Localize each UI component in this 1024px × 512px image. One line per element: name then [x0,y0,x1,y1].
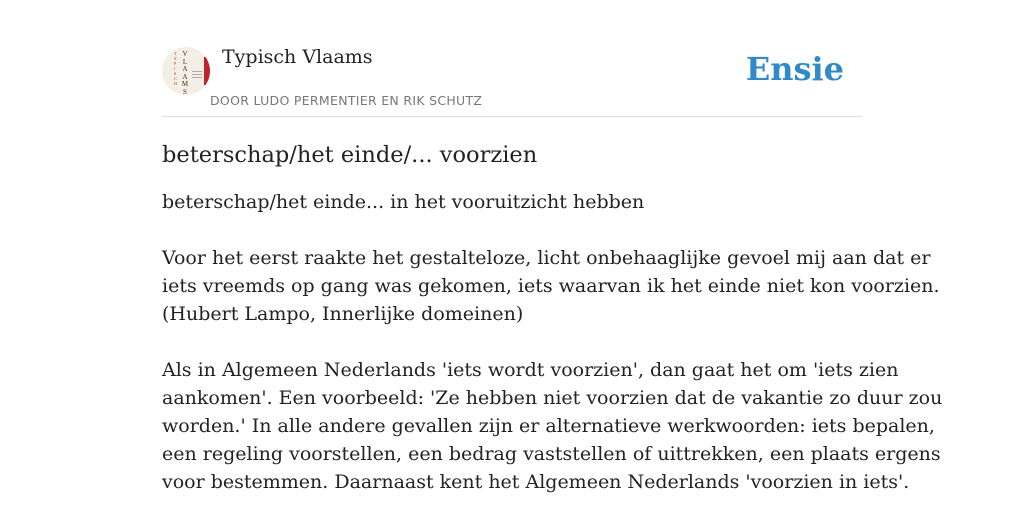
book-title[interactable]: Typisch Vlaams [222,46,373,68]
book-cover-thumbnail[interactable] [162,47,210,95]
book-authors: DOOR LUDO PERMENTIER EN RIK SCHUTZ [210,93,483,108]
cover-letters: V L A A M S [181,50,189,95]
note-line: worden.' In alle andere gevallen zijn er alternatieve werkwoorden: iets bepalen, [162,415,935,437]
note-line: aankomen'. Een voorbeeld: 'Ze hebben niet voorzien dat de vakantie zo duur zou [162,387,943,409]
note-line: een regeling voorstellen, een bedrag vaststellen of uittrekken, een plaats ergens [162,443,941,465]
quote-line: (Hubert Lampo, Innerlijke domeinen) [162,303,524,325]
quote-line: iets vreemds op gang was gekomen, iets waarvan ik het einde niet kon voorzien. [162,275,940,297]
note-line: Als in Algemeen Nederlands 'iets wordt voorzien', dan gaat het om 'iets zien [162,359,899,381]
note-line: voor bestemmen. Daarnaast kent het Algemeen Nederlands 'voorzien in iets'. [162,471,910,493]
entry-content [162,138,943,512]
entry-title: beterschap/het einde/... voorzien [162,142,538,168]
cover-small-letters: T Y P I S C H [174,51,177,86]
header [162,40,862,117]
entry-note [162,356,943,496]
quote-line: Voor het eerst raakte het gestalteloze, licht onbehaaglijke gevoel mij aan dat er [162,247,931,269]
cover-red-bar [204,57,210,85]
ensie-logo[interactable]: Ensie [745,50,844,88]
entry-quote [162,244,940,328]
cover-lines [192,71,202,80]
entry-definition: beterschap/het einde... in het vooruitzicht hebben [162,191,645,213]
